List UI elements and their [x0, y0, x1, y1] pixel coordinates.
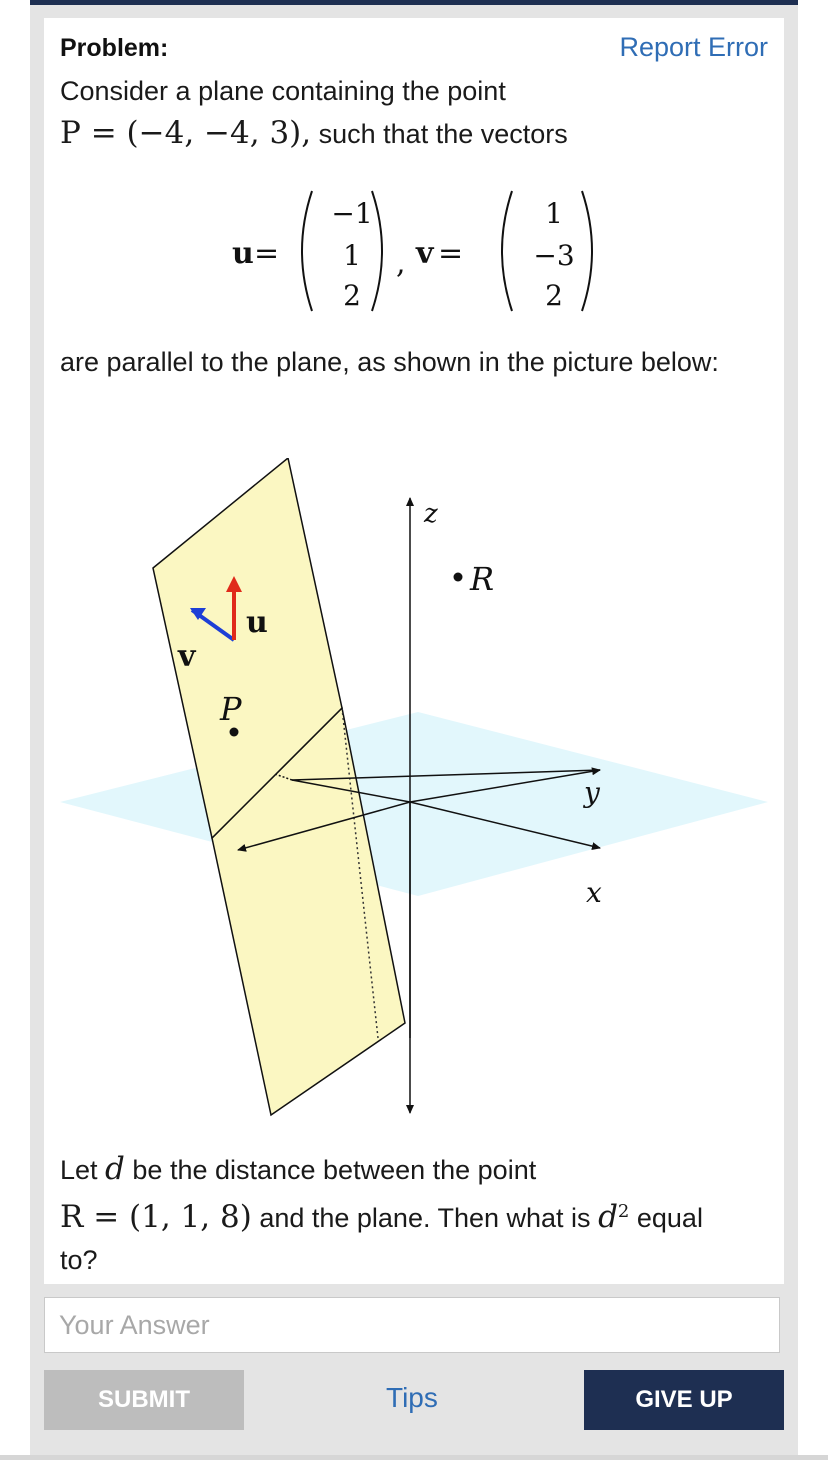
give-up-button[interactable]: GIVE UP [584, 1370, 784, 1430]
intro-line-2 [60, 112, 760, 155]
answer-input[interactable] [44, 1297, 780, 1353]
question-line-1-pre: Let [60, 1155, 106, 1185]
vector-v-left-paren [502, 191, 512, 311]
top-accent-bar [30, 0, 798, 5]
point-p [230, 728, 239, 737]
vector-definitions [44, 181, 784, 321]
d-squared-base: d [598, 1199, 618, 1235]
vector-u-component-3: 2 [343, 279, 361, 312]
vector-v-component-2: −3 [533, 239, 575, 272]
vector-v-right-paren [582, 191, 592, 311]
vector-u-component-1: −1 [331, 197, 373, 230]
problem-intro [60, 70, 760, 155]
question-line-2-mid: and the plane. Then what is [251, 1203, 599, 1233]
plane-diagram [60, 458, 770, 1138]
point-r-expression: R = (1, 1, 8) [60, 1199, 252, 1235]
point-p-expression: P = (−4, −4, 3), [60, 115, 312, 151]
point-r [454, 573, 463, 582]
vector-v-component-3: 2 [545, 279, 563, 312]
d-squared-exponent: 2 [617, 1201, 630, 1222]
report-error-link[interactable]: Report Error [619, 32, 768, 62]
vector-u-component-2: 1 [343, 239, 361, 272]
bottom-divider [0, 1455, 828, 1460]
vector-u-name: u [232, 236, 254, 271]
u-vector-label: u [246, 605, 268, 640]
intro-line-2-tail: such that the vectors [311, 119, 568, 149]
vector-u-right-paren [372, 191, 382, 311]
vector-v-component-1: 1 [545, 197, 563, 230]
problem-label: Problem: [60, 34, 169, 62]
question-text [60, 1148, 760, 1281]
parallel-text: are parallel to the plane, as shown in the picture below: [60, 347, 719, 377]
x-axis-label: x [586, 876, 602, 909]
vector-v-equals: = [438, 236, 464, 271]
y-axis-label: y [584, 776, 600, 809]
submit-button[interactable]: SUBMIT [44, 1370, 244, 1430]
tips-link[interactable]: Tips [386, 1382, 438, 1413]
vector-u-left-paren [302, 191, 312, 311]
var-d: d [105, 1151, 125, 1187]
question-line-1-post: be the distance between the point [124, 1155, 537, 1185]
vector-separator: , [396, 246, 406, 281]
point-r-label: R [470, 560, 495, 598]
problem-card [44, 18, 784, 1284]
question-line-2-post: equal [629, 1203, 703, 1233]
point-p-label: P [220, 690, 242, 728]
question-line-3: to? [60, 1245, 98, 1275]
v-vector-label: v [178, 639, 196, 674]
vector-u-equals: = [254, 236, 280, 271]
z-axis-label: z [424, 499, 438, 529]
question-line-2 [60, 1191, 760, 1239]
vector-v-name: v [416, 236, 434, 271]
intro-line-1: Consider a plane containing the point [60, 76, 506, 106]
question-line-1 [60, 1148, 760, 1191]
xy-plane [60, 712, 768, 896]
